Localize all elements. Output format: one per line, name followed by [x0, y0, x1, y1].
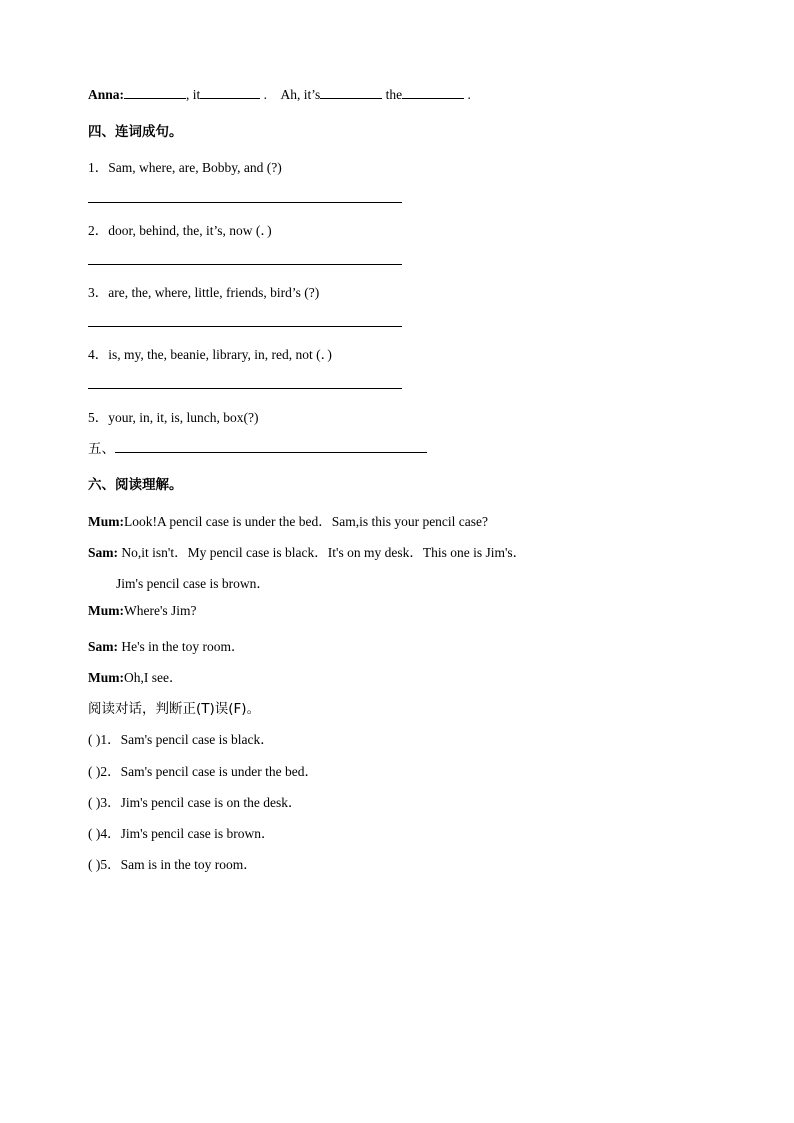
dialogue-text: He's in the toy room． — [118, 639, 245, 654]
section5-label: 五、 — [88, 441, 115, 457]
text-fragment: , — [186, 87, 190, 102]
speaker-label: Mum: — [88, 670, 124, 685]
speaker-label: Sam: — [88, 639, 118, 654]
section4-item-1: 1．Sam, where, are, Bobby, and (?) — [88, 160, 282, 175]
question-5[interactable]: ( )5．Sam is in the toy room． — [88, 857, 257, 872]
answer-line-2[interactable] — [88, 264, 402, 265]
dialogue-line-4 — [88, 603, 197, 619]
dialogue-line-3 — [116, 572, 270, 592]
question-3[interactable]: ( )3．Jim's pencil case is on the desk． — [88, 795, 302, 810]
section5-line — [88, 437, 427, 457]
answer-blank[interactable] — [200, 84, 260, 99]
speaker-label: Mum: — [88, 514, 124, 529]
dialogue-text: Jim's pencil case is brown． — [116, 576, 270, 591]
speaker-label: Sam: — [88, 545, 118, 560]
answer-blank[interactable] — [320, 84, 382, 99]
question-4[interactable]: ( )4．Jim's pencil case is brown． — [88, 826, 275, 841]
dialogue-text: Oh,I see． — [124, 670, 183, 685]
question-2[interactable]: ( )2．Sam's pencil case is under the bed． — [88, 764, 318, 779]
text-fragment: the — [385, 87, 403, 102]
answer-line-4[interactable] — [88, 388, 402, 389]
section4-heading: 四、连词成句。 — [88, 124, 183, 140]
anna-fill-line — [88, 84, 471, 103]
dialogue-line-1 — [88, 510, 488, 530]
section4-item-3: 3．are, the, where, little, friends, bird’s (?) — [88, 285, 320, 300]
answer-line-5[interactable] — [115, 438, 427, 453]
dialogue-line-5 — [88, 635, 245, 655]
answer-line-1[interactable] — [88, 202, 402, 203]
section4-item-4: 4．is, my, the, beanie, library, in, red, not (．) — [88, 347, 332, 362]
text-fragment: it — [192, 87, 201, 102]
dialogue-text: Where's Jim? — [124, 603, 197, 618]
text-fragment: . — [263, 87, 268, 102]
question-1[interactable]: ( )1．Sam's pencil case is black． — [88, 732, 274, 747]
speaker-anna: Anna: — [88, 87, 125, 102]
answer-blank[interactable] — [402, 84, 464, 99]
dialogue-line-2 — [88, 541, 526, 561]
speaker-label: Mum: — [88, 603, 124, 618]
dialogue-text: No,it isn't．My pencil case is black．It's on my desk．This one is Jim's． — [118, 545, 527, 560]
text-fragment: . — [467, 87, 471, 102]
section4-item-2: 2．door, behind, the, it’s, now (．) — [88, 223, 272, 238]
section4-item-5: 5．your, in, it, is, lunch, box(?) — [88, 410, 259, 425]
section6-heading: 六、阅读理解。 — [88, 477, 183, 493]
text-fragment: Ah, it’s — [280, 87, 321, 102]
dialogue-text: Look!A pencil case is under the bed．Sam,is this your pencil case? — [124, 514, 489, 529]
answer-line-3[interactable] — [88, 326, 402, 327]
section6-instruction: 阅读对话，判断正(T)误(F)。 — [88, 701, 261, 717]
dialogue-line-6 — [88, 666, 182, 686]
answer-blank[interactable] — [124, 84, 186, 99]
